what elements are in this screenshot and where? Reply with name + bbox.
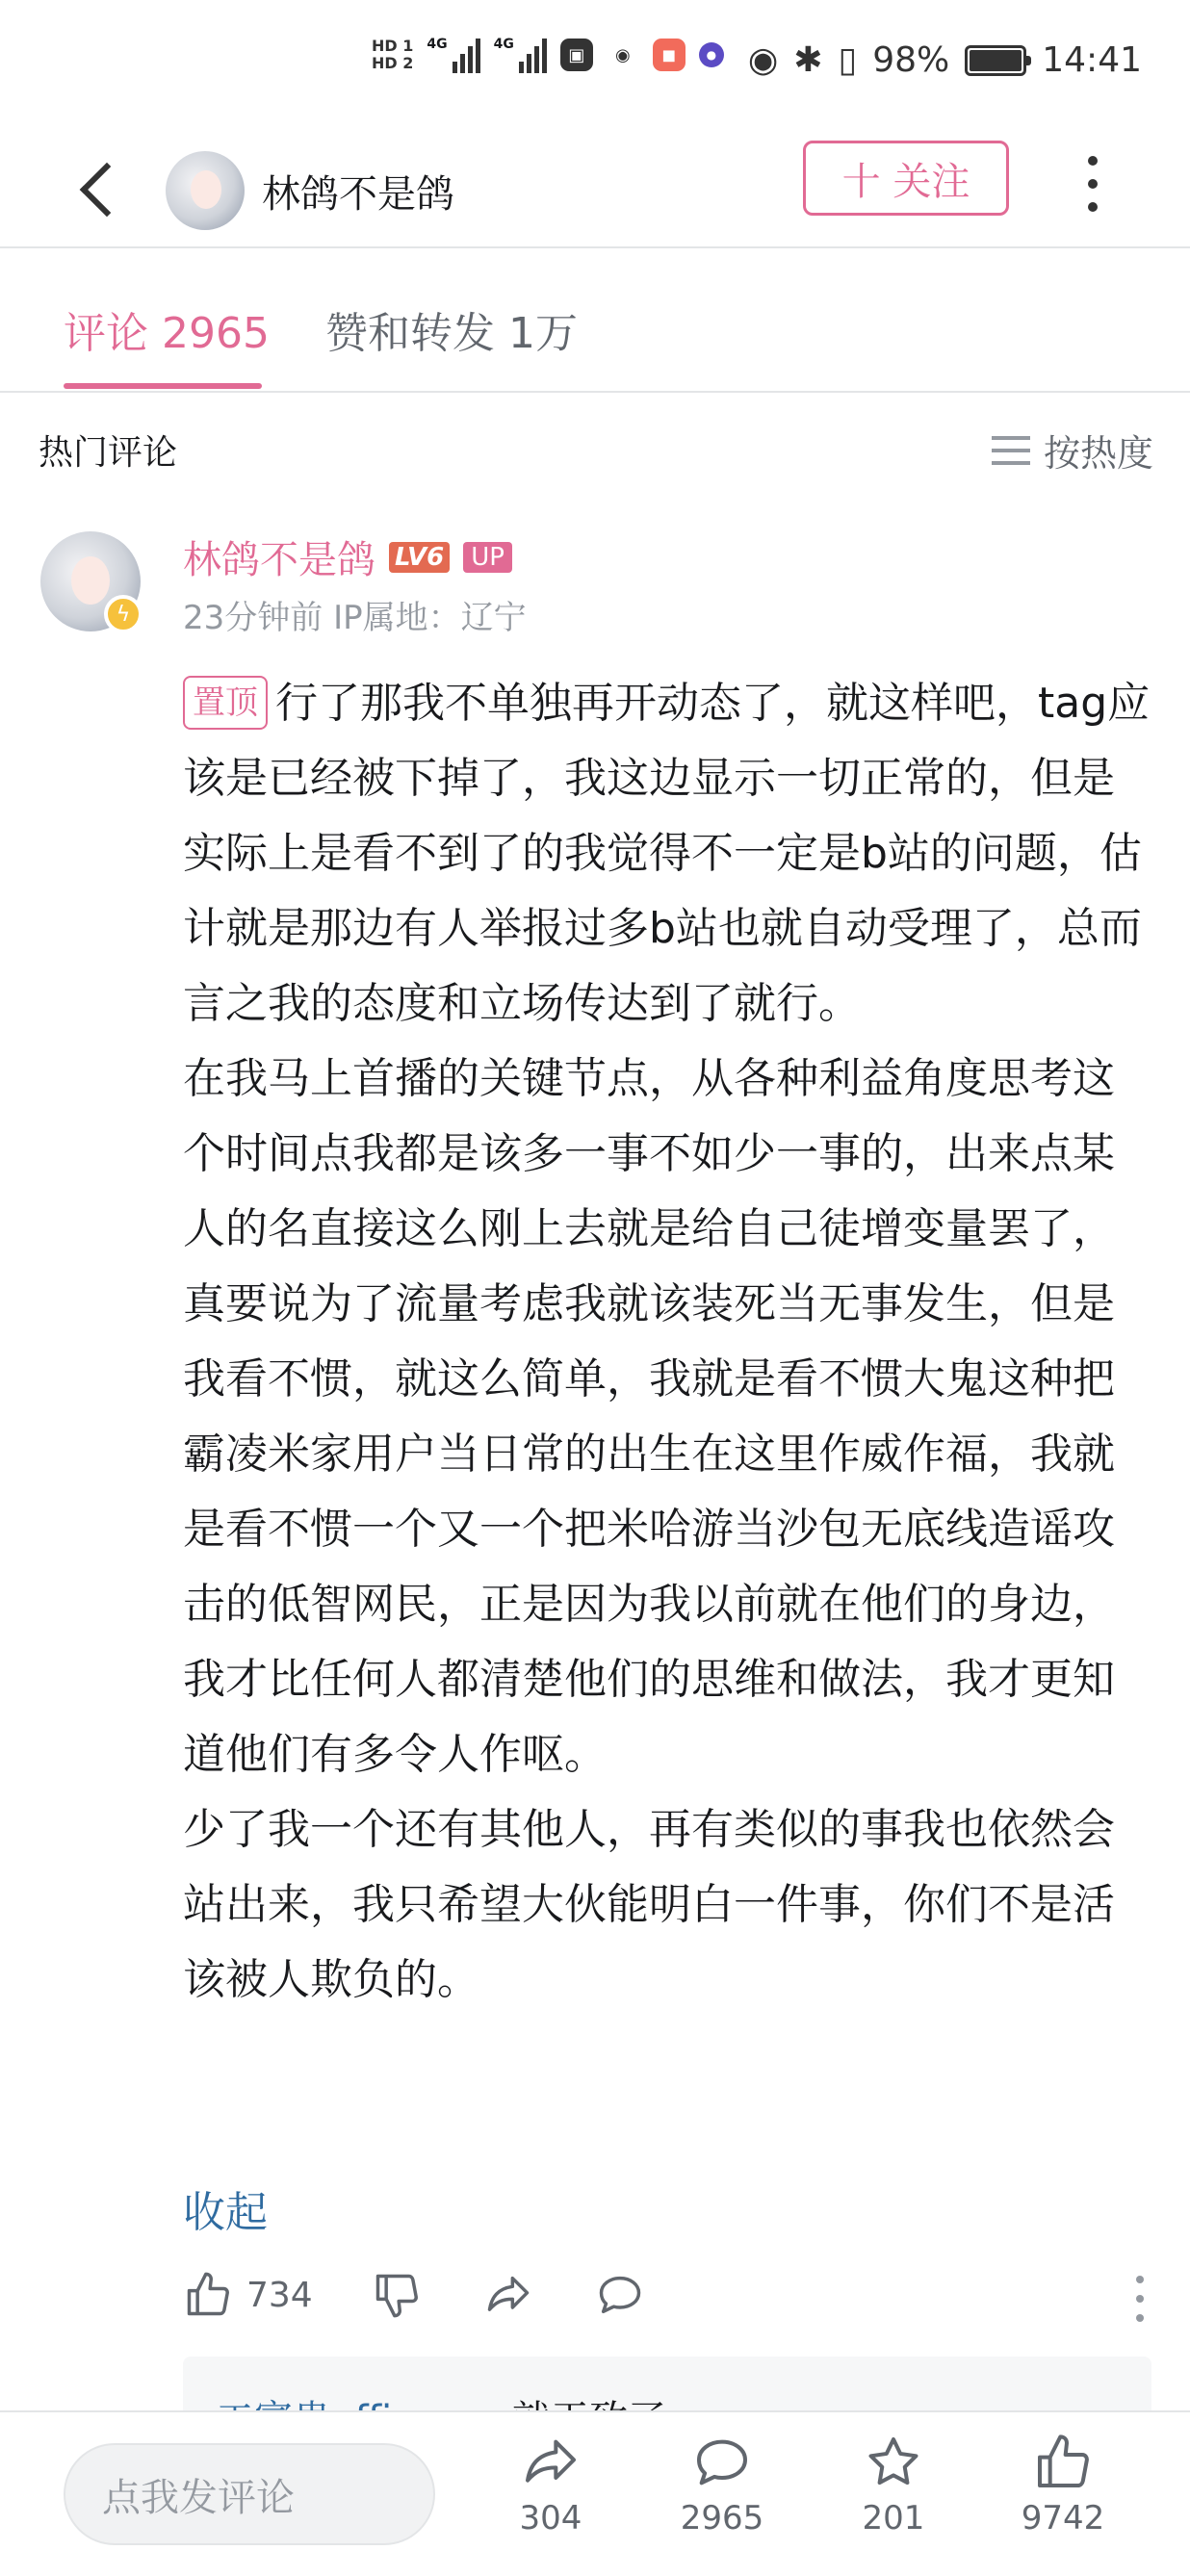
shop-icon: ◼ bbox=[653, 39, 686, 71]
follow-button[interactable]: 十 关注 bbox=[803, 141, 1009, 216]
share-button[interactable] bbox=[483, 2270, 533, 2320]
comment-actions bbox=[183, 2270, 1146, 2328]
header-title[interactable]: 林鸽不是鸽 bbox=[262, 172, 454, 217]
bottom-favorite-button[interactable] bbox=[836, 2432, 951, 2537]
signal-icon bbox=[427, 37, 479, 73]
hd2-label: HD 2 bbox=[372, 54, 414, 72]
bluetooth-icon: ✱ bbox=[793, 40, 823, 80]
comment-author-row bbox=[183, 529, 512, 584]
battery-percent: 98% bbox=[872, 40, 950, 80]
up-badge: UP bbox=[463, 542, 512, 573]
comment-body bbox=[183, 666, 1155, 2018]
app-notification-icon: ▣ bbox=[560, 39, 593, 71]
comment-paragraph-2: 在我马上首播的关键节点，从各种利益角度思考这个时间点我都是该多一事不如少一事的，出来点某人的名直接这么刚上去就是给自己徒增变量罢了，真要说为了流量考虑我就该装死当无事发生，但是我看不惯，就这么简单，我就是看不惯大鬼这种把霸凌米家用户当日常的出生在这里作威作福，我就是看不惯一个又一个把米哈游当沙包无底线造谣攻击的低智网民，正是因为我以前就在他们的身边，我才比任何人都清楚他们的思维和做法，我才更知道他们有多令人作呕。 bbox=[183, 1054, 1115, 1779]
collapse-link[interactable]: 收起 bbox=[183, 2188, 268, 2237]
level-badge: LV6 bbox=[389, 542, 450, 573]
back-button[interactable] bbox=[65, 156, 133, 223]
active-tab-indicator bbox=[64, 383, 262, 389]
back-arrow-icon bbox=[80, 163, 135, 218]
favorite-count: 201 bbox=[862, 2499, 925, 2537]
share-icon bbox=[520, 2432, 582, 2493]
paragraph-text: 行了那我不单独再开动态了，就这样吧，tag应该是已经被下掉了，我这边显示一切正常的，但是实际上是看不到了的我觉得不一定是b站的问题，估计就是那边有人举报过多b站也就自动受理了，总而言之我的态度和立场传达到了就行。 bbox=[183, 679, 1151, 1028]
vibrate-icon: ▯ bbox=[838, 40, 858, 80]
battery-icon bbox=[965, 45, 1026, 76]
reply-button[interactable] bbox=[595, 2270, 645, 2320]
lightning-icon: ϟ bbox=[104, 595, 142, 633]
bottom-bar bbox=[0, 2410, 1190, 2576]
tab-bar bbox=[0, 248, 1190, 393]
like-total: 9742 bbox=[1021, 2499, 1105, 2537]
section-title: 热门评论 bbox=[39, 433, 178, 473]
chat-bubble-icon bbox=[691, 2432, 753, 2493]
comment-more-icon[interactable] bbox=[1134, 2276, 1146, 2322]
sort-button[interactable] bbox=[992, 424, 1153, 477]
share-icon bbox=[483, 2270, 533, 2320]
bottom-like-button[interactable] bbox=[1005, 2432, 1121, 2537]
like-button[interactable] bbox=[183, 2270, 313, 2320]
menu-lines-icon bbox=[992, 436, 1030, 465]
net2-label: 4G bbox=[493, 37, 514, 52]
tab-comments[interactable]: 评论 2965 bbox=[64, 309, 270, 358]
comment-paragraph-1 bbox=[183, 666, 1155, 1042]
share-count: 304 bbox=[519, 2499, 582, 2537]
dislike-button[interactable] bbox=[372, 2270, 422, 2320]
pinned-badge: 置顶 bbox=[183, 676, 268, 730]
chat-bubble-icon bbox=[595, 2270, 645, 2320]
net1-label: 4G bbox=[427, 37, 448, 52]
thumb-up-icon bbox=[183, 2270, 233, 2320]
thumb-up-icon bbox=[1032, 2432, 1094, 2493]
sim-labels bbox=[372, 38, 413, 72]
comment-input[interactable]: 点我发评论 bbox=[64, 2443, 435, 2545]
hd1-label: HD 1 bbox=[372, 37, 414, 55]
comment-count: 2965 bbox=[680, 2499, 764, 2537]
more-vertical-icon[interactable] bbox=[1078, 150, 1107, 218]
like-count: 734 bbox=[246, 2275, 313, 2315]
qq-icon: ◉ bbox=[607, 39, 639, 71]
status-left bbox=[372, 37, 724, 73]
star-icon bbox=[863, 2432, 924, 2493]
comment-paragraph-3: 少了我一个还有其他人，再有类似的事我也依然会站出来，我只希望大伙能明白一件事，你们不是活该被人欺负的。 bbox=[183, 1805, 1115, 2004]
top-header bbox=[0, 135, 1190, 248]
bottom-comment-button[interactable] bbox=[664, 2432, 780, 2537]
bottom-share-button[interactable] bbox=[493, 2432, 608, 2537]
app-badge-icon: ● bbox=[699, 42, 724, 67]
comment-author[interactable]: 林鸽不是鸽 bbox=[183, 538, 375, 582]
status-bar bbox=[0, 0, 1190, 135]
clock: 14:41 bbox=[1042, 40, 1142, 80]
signal-icon-2 bbox=[494, 37, 547, 73]
tab-likes-reposts[interactable]: 赞和转发 1万 bbox=[325, 309, 578, 358]
eye-icon: ◉ bbox=[747, 40, 779, 80]
sort-label: 按热度 bbox=[1043, 432, 1153, 475]
comment-meta: 23分钟前 IP属地：辽宁 bbox=[183, 599, 527, 637]
thumb-down-icon bbox=[372, 2270, 422, 2320]
header-avatar[interactable] bbox=[166, 151, 245, 230]
status-right bbox=[748, 40, 1142, 80]
